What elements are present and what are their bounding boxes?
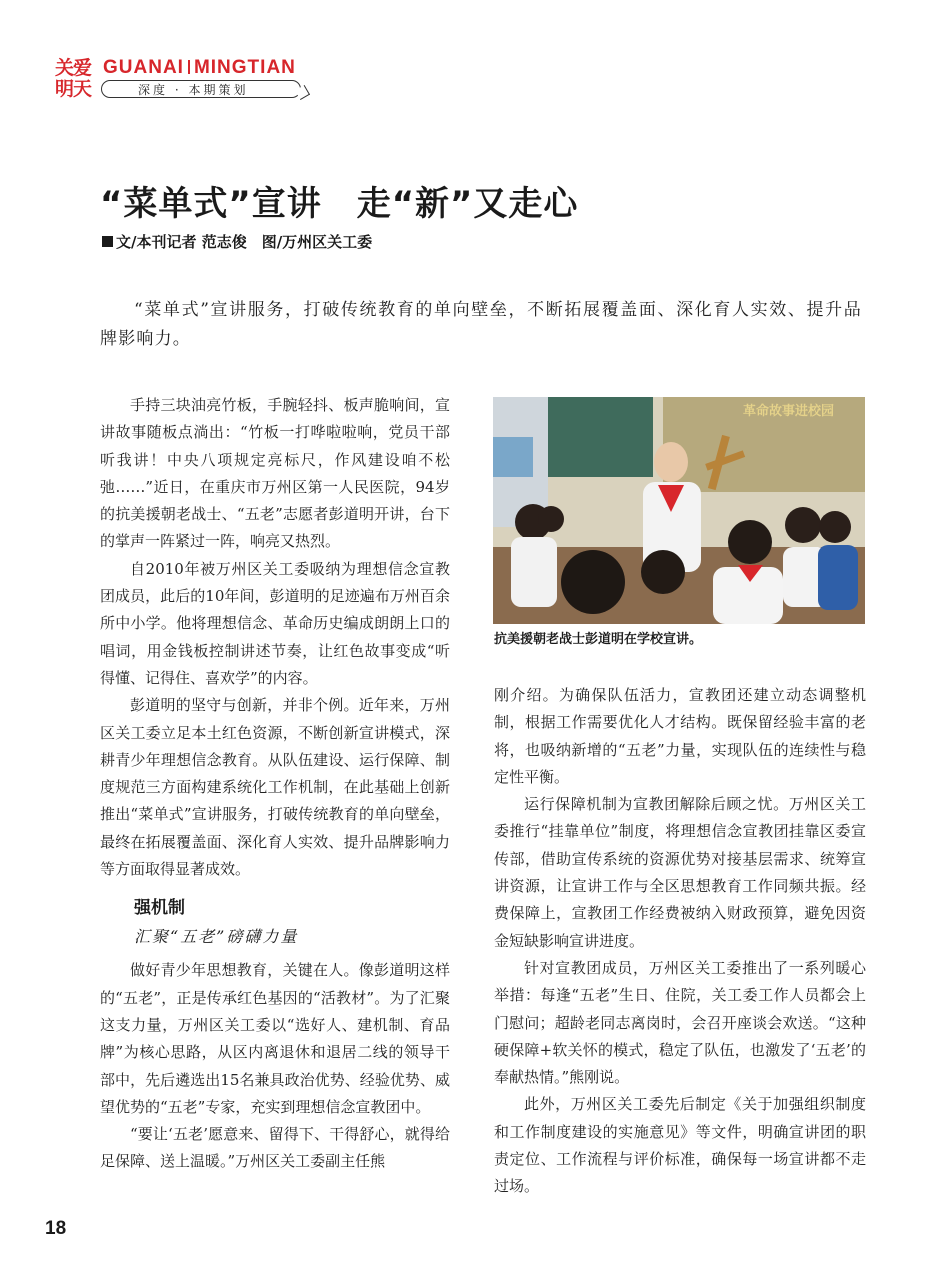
paragraph: 针对宣教团成员，万州区关工委推出了一系列暖心举措：每逢“五老”生日、住院，关工委工作人员都会上门慰问；超龄老同志离岗时，会召开座谈会欢送。“这种硬保障+软关怀的模式，稳定了队伍，也激发了‘五老’的奉献热情。”熊刚说。 — [494, 958, 866, 1087]
logo-line-1: 关爱 — [55, 57, 92, 79]
section-label: 深度 · 本期策划 — [101, 80, 301, 98]
section-heading: 强机制 — [134, 898, 185, 919]
paragraph: 此外，万州区关工委先后制定《关于加强组织制度和工作制度建设的实施意见》等文件，明确宣讲团的职责定位、工作流程与评价标准，确保每一场宣讲都不走过场。 — [494, 1095, 866, 1196]
logo-line-2: 明天 — [55, 78, 92, 100]
photo-caption: 抗美援朝老战士彭道明在学校宣讲。 — [494, 632, 703, 647]
article-title: “菜单式”宣讲 走“新”又走心 — [100, 184, 579, 224]
article-photo — [493, 397, 865, 624]
page-number: 18 — [45, 1218, 67, 1239]
byline-square-icon — [102, 236, 113, 247]
paragraph: 自2010年被万州区关工委吸纳为理想信念宣教团成员，此后的10年间，彭道明的足迹遍布万州百余所中小学。他将理想信念、革命历史编成朗朗上口的唱词，用金钱板控制讲述节奏，让红色故事变成“听得懂、记得住、喜欢学”的内容。 — [100, 559, 450, 687]
classroom-photo-illustration — [493, 397, 865, 624]
left-column — [100, 392, 450, 1176]
article-byline — [102, 231, 372, 252]
paragraph: 彭道明的坚守与创新，并非个例。近年来，万州区关工委立足本土红色资源，不断创新宣讲模式，深耕青少年理想信念教育。从队伍建设、运行保障、制度规范三方面构建系统化工作机制，在此基础上创新推出“菜单式”宣讲服务，打破传统教育的单向壁垒，最终在拓展覆盖面、深化育人实效、提升品牌影响力等方面取得显著成效。 — [100, 696, 450, 879]
paragraph: “要让‘五老’愿意来、留得下、干得舒心，就得给足保障、送上温暖。”万州区关工委副主任熊 — [100, 1125, 450, 1171]
paragraph: 运行保障机制为宣教团解除后顾之忧。万州区关工委推行“挂靠单位”制度，将理想信念宣教团挂靠区委宣传部，借助宣传系统的资源优势对接基层需求、统筹宣讲资源，让宣讲工作与全区思想教育工作同频共振。经费保障上，宣教团工作经费被纳入财政预算，避免因资金短缺影响宣讲进度。 — [494, 795, 866, 950]
right-column — [494, 682, 866, 1201]
paragraph: 手持三块油亮竹板，手腕轻抖、板声脆响间，宣讲故事随板点淌出：“竹板一打哗啦啦响，党员干部听我讲！中央八项规定亮标尺，作风建设咱不松弛……”近日，在重庆市万州区第一人民医院，94岁的抗美援朝老战士、“五老”志愿者彭道明开讲，台下的掌声一阵紧过一阵，响亮又热烈。 — [100, 396, 450, 551]
paragraph: 刚介绍。为确保队伍活力，宣教团还建立动态调整机制，根据工作需要优化人才结构。既保留经验丰富的老将，也吸纳新增的“五老”力量，实现队伍的连续性与稳定性平衡。 — [494, 686, 866, 786]
paragraph: 做好青少年思想教育，关键在人。像彭道明这样的“五老”，正是传承红色基因的“活教材”。为了汇聚这支力量，万州区关工委以“选好人、建机制、育品牌”为核心思路，从区内离退休和退居二线的领导干部中，先后遴选出15名兼具政治优势、经验优势、威望优势的“五老”专家，充实到理想信念宣教团中。 — [100, 961, 450, 1116]
column-logo — [55, 58, 95, 100]
column-brand — [103, 57, 296, 79]
byline-text: 文/本刊记者 范志俊 图/万州区关工委 — [116, 233, 373, 251]
brand-right: MINGTIAN — [193, 57, 296, 78]
brand-left: GUANAI — [103, 57, 184, 78]
article-lead: “菜单式”宣讲服务，打破传统教育的单向壁垒，不断拓展覆盖面、深化育人实效、提升品牌影响力。 — [100, 300, 862, 349]
photo-banner-text: 革命故事进校园 — [743, 404, 835, 419]
brand-separator — [188, 60, 190, 74]
section-subheading: 汇聚“五老”磅礴力量 — [134, 927, 299, 947]
